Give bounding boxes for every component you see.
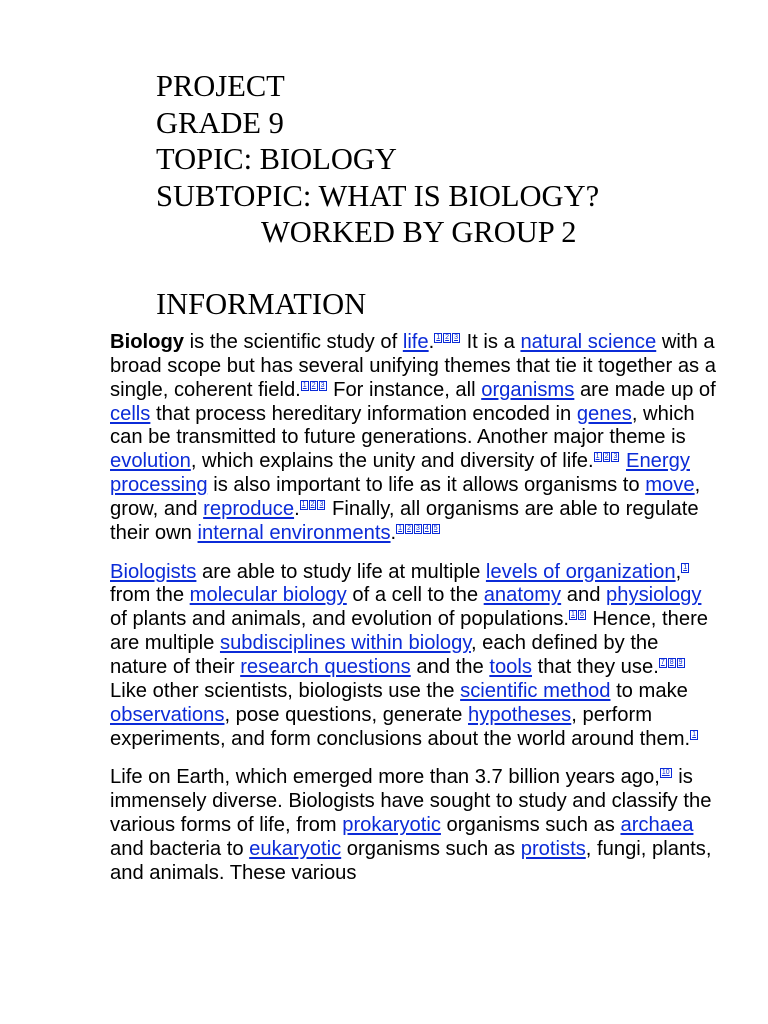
citation-link[interactable]: 2 (407, 524, 411, 532)
text-span: Finally, all organisms are able to regulate their own (110, 497, 699, 544)
link-levels-of-organization[interactable]: levels of organization (485, 560, 676, 583)
text-span: , pose questions, generate (224, 703, 469, 726)
citation-link[interactable]: 1 (398, 524, 403, 532)
section-title: INFORMATION (156, 287, 367, 321)
citation-link[interactable]: 10 (661, 769, 670, 777)
citation-link[interactable]: 2 (445, 334, 450, 341)
citation-link[interactable]: 1 (595, 453, 600, 461)
link-molecular-biology[interactable]: molecular biology (189, 584, 347, 607)
text-span: are able to study life at multiple (196, 560, 486, 583)
citation-link[interactable]: 2 (604, 453, 609, 461)
article-body (110, 331, 716, 901)
text-span: and the (410, 655, 490, 678)
link-reproduce[interactable]: reproduce (203, 497, 295, 520)
citation-link[interactable]: 2 (311, 381, 316, 389)
text-span: . (428, 331, 435, 353)
text-span: It is a (460, 331, 521, 353)
citation-group (681, 562, 690, 571)
link-tools[interactable]: tools (489, 655, 532, 678)
link-protists[interactable]: protists (520, 837, 586, 860)
citation-group (594, 451, 621, 460)
citation-link[interactable]: 8 (669, 658, 674, 666)
link-biologists[interactable]: Biologists (110, 560, 197, 583)
text-span: , perform experiments, and form conclusions about the world around them. (110, 703, 691, 750)
text-span: organisms such as (341, 837, 521, 860)
link-organisms[interactable]: organisms (481, 378, 575, 401)
link-anatomy[interactable]: anatomy (483, 584, 562, 607)
citation-link[interactable]: 1 (692, 730, 697, 738)
text-span: , which can be transmitted to future generations. Another major theme is (110, 402, 695, 449)
text-span: of a cell to the (346, 584, 484, 607)
text-span: For instance, all (327, 378, 482, 401)
header-topic: TOPIC: BIOLOGY (156, 142, 397, 176)
link-archaea[interactable]: archaea (620, 814, 694, 837)
paragraph-1 (110, 331, 716, 546)
citation-link[interactable]: 1 (571, 611, 575, 619)
link-subdisciplines[interactable]: subdisciplines within biology (219, 632, 471, 655)
link-hypotheses[interactable]: hypotheses (468, 703, 572, 726)
link-physiology[interactable]: physiology (606, 584, 702, 607)
citation-group (659, 657, 686, 666)
text-span: Like other scientists, biologists use the (110, 679, 461, 702)
citation-group (569, 609, 587, 618)
citation-link[interactable]: 4 (424, 524, 429, 532)
text-span: , grow, and (110, 474, 701, 520)
text-span: with a broad scope but has several unifying themes that tie it together as a single, coherent field. (110, 331, 716, 401)
link-evolution[interactable]: evolution (110, 450, 191, 473)
text-span: organisms such as (440, 814, 621, 837)
header-worked-by: WORKED BY GROUP 2 (261, 215, 577, 249)
link-genes[interactable]: genes (576, 402, 632, 425)
text-span: from the (110, 584, 190, 607)
citation-link[interactable]: 9 (678, 658, 683, 666)
link-life[interactable]: life (402, 331, 429, 353)
citation-link[interactable]: 1 (436, 334, 441, 341)
citation-link[interactable]: 7 (660, 658, 665, 666)
text-span: Life on Earth, which emerged more than 3.7 billion years ago, (110, 766, 660, 789)
text-span: that process hereditary information encoded in (150, 402, 577, 425)
header-subtopic: SUBTOPIC: WHAT IS BIOLOGY? (156, 178, 600, 213)
link-observations[interactable]: observations (110, 703, 225, 726)
text-span: is the scientific study of (184, 331, 403, 353)
link-internal-environments[interactable]: internal environments (197, 521, 391, 544)
citation-link[interactable]: 2 (310, 500, 315, 508)
text-span: Hence, there are multiple (110, 608, 709, 655)
citation-link[interactable]: 5 (433, 524, 438, 532)
text-span: that they use. (532, 655, 659, 678)
text-span: , (675, 560, 682, 583)
text-span: is also important to life as it allows organisms to (207, 474, 646, 497)
text-span: is immensely diverse. Biologists have sought to study and classify the various forms of life, from (110, 766, 712, 837)
citation-link[interactable]: 3 (454, 334, 458, 341)
citation-link[interactable]: 1 (302, 381, 307, 389)
citation-link[interactable]: 3 (320, 381, 325, 389)
citation-link[interactable]: 1 (301, 500, 306, 508)
paragraph-3 (110, 766, 716, 885)
text-span: of plants and animals, and evolution of populations. (110, 608, 570, 631)
citation-group (690, 729, 699, 738)
text-span: , each defined by the nature of their (110, 632, 659, 678)
text-span: , which explains the unity and diversity of life. (190, 450, 594, 473)
citation-link[interactable]: 3 (319, 500, 324, 508)
link-prokaryotic[interactable]: prokaryotic (342, 814, 441, 837)
citation-link[interactable]: 6 (579, 611, 584, 619)
text-span: . (390, 521, 397, 544)
text-span: . (294, 497, 300, 520)
document-header (156, 68, 599, 251)
text-span: , fungi, plants, and animals. These various (110, 837, 712, 884)
header-project: PROJECT (156, 69, 285, 103)
citation-link[interactable]: 3 (415, 524, 420, 532)
bold-term: Biology (110, 331, 185, 353)
link-natural-science[interactable]: natural science (520, 331, 657, 353)
link-energy-processing[interactable]: Energy processing (110, 450, 690, 497)
citation-link[interactable]: 1 (683, 563, 688, 571)
citation-group (301, 380, 328, 389)
paragraph-2 (110, 561, 716, 752)
citation-link[interactable]: 3 (613, 453, 618, 461)
link-move[interactable]: move (645, 474, 695, 497)
text-span: and bacteria to (110, 837, 250, 860)
text-span: are made up of (574, 378, 716, 401)
link-cells[interactable]: cells (110, 402, 151, 425)
citation-group (396, 523, 441, 532)
citation-group (300, 499, 327, 508)
header-grade: GRADE 9 (156, 105, 284, 140)
text-span: to make (610, 679, 688, 702)
link-scientific-method[interactable]: scientific method (460, 679, 611, 702)
link-research-questions[interactable]: research questions (240, 655, 411, 678)
citation-group (434, 332, 461, 341)
text-span: and (561, 584, 607, 607)
citation-group (660, 767, 673, 776)
link-eukaryotic[interactable]: eukaryotic (249, 837, 342, 860)
